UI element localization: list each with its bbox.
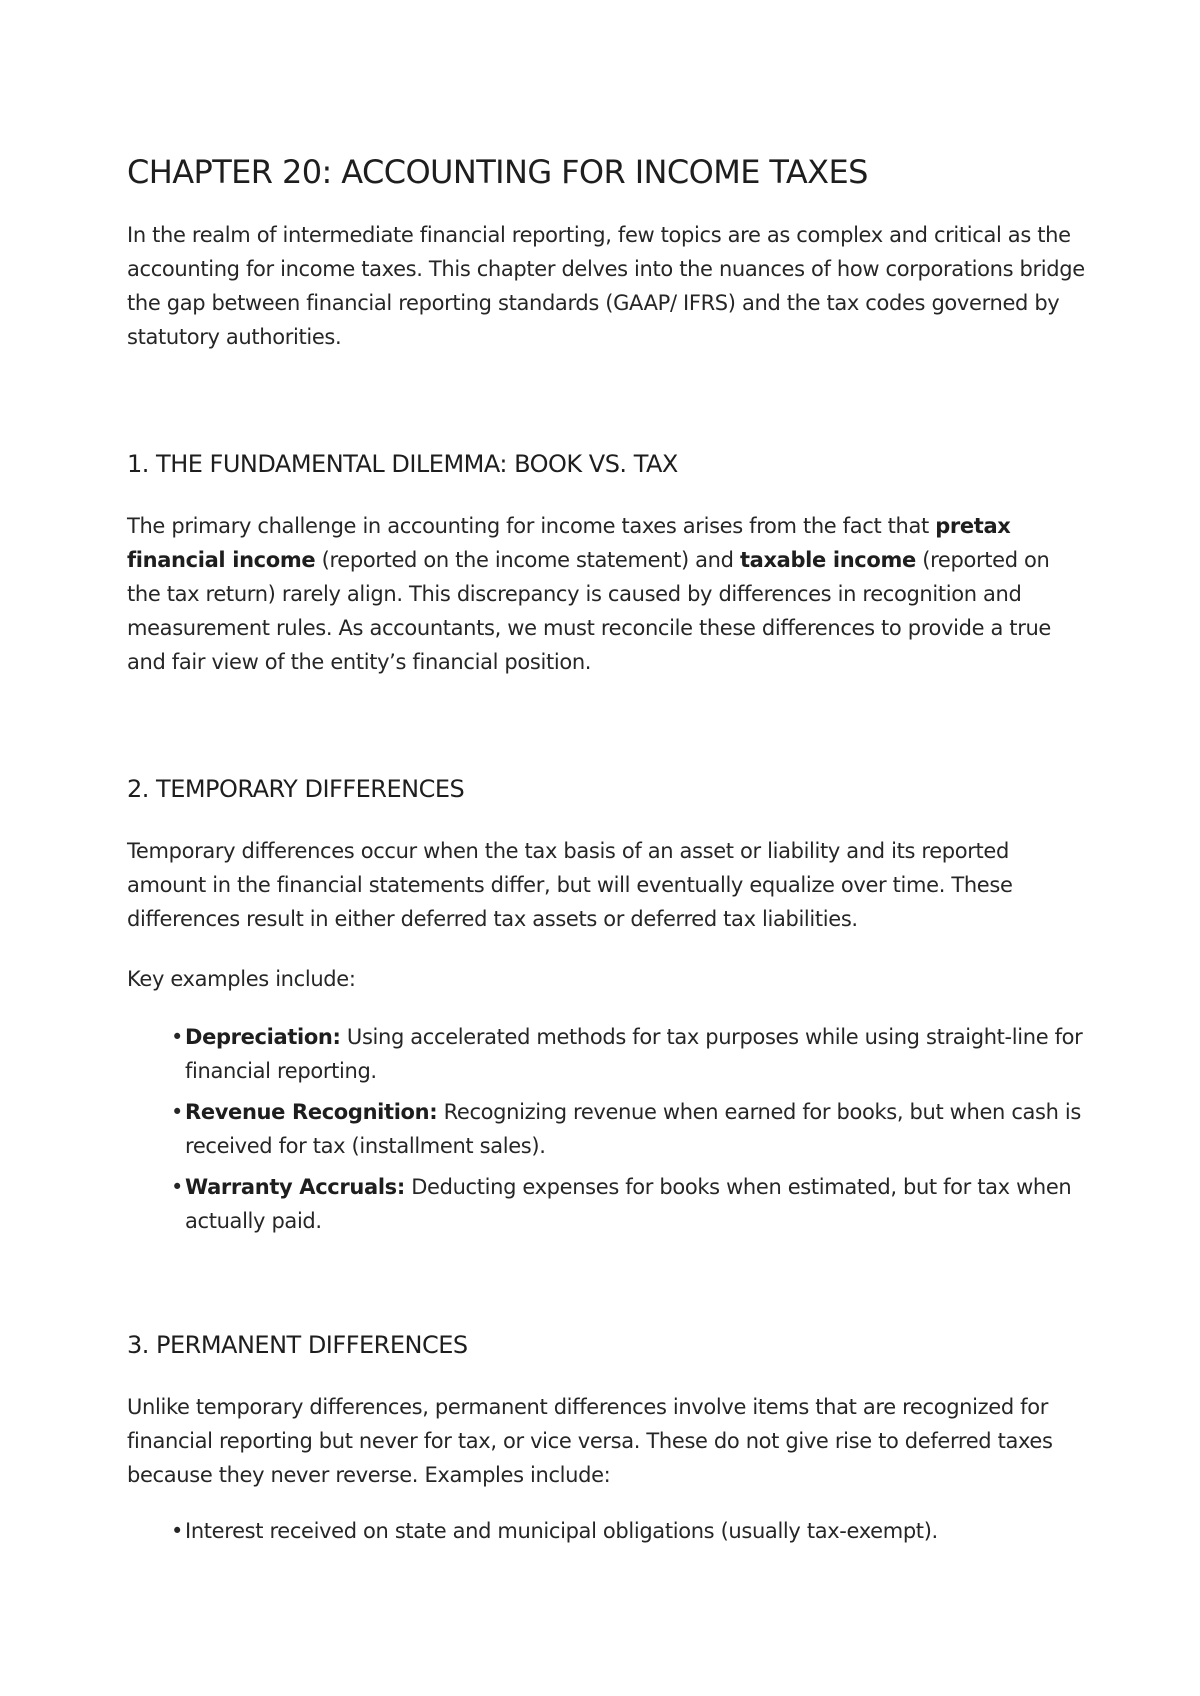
- list-item-text: Recognizing revenue when earned for books, but when cash is received for tax (installment sales).: [185, 1100, 1081, 1158]
- temporary-differences-list: [127, 1020, 1087, 1238]
- bullet-icon: •: [171, 1025, 184, 1049]
- section-heading-3: 3. PERMANENT DIFFERENCES: [127, 1331, 468, 1359]
- permanent-differences-list: [127, 1514, 1087, 1548]
- list-item: [171, 1170, 1087, 1238]
- list-item: [171, 1020, 1087, 1088]
- bullet-icon: •: [171, 1175, 184, 1199]
- list-item: [171, 1514, 1087, 1548]
- section-1-paragraph: [127, 509, 1087, 679]
- list-item-term: Warranty Accruals:: [185, 1175, 405, 1199]
- section-1-bold-taxable: taxable income: [739, 548, 916, 572]
- bullet-icon: •: [171, 1519, 184, 1543]
- section-heading-2: 2. TEMPORARY DIFFERENCES: [127, 775, 465, 803]
- section-1-text-a: The primary challenge in accounting for income taxes arises from the fact that: [127, 514, 936, 538]
- section-heading-1: 1. THE FUNDAMENTAL DILEMMA: BOOK VS. TAX: [127, 450, 678, 478]
- bullet-icon: •: [171, 1100, 184, 1124]
- list-item-term: Depreciation:: [185, 1025, 341, 1049]
- intro-paragraph: In the realm of intermediate financial reporting, few topics are as complex and critical as the accounting for income taxes. This chapter delves into the nuances of how corporations bridge the gap between financial reporting standards (GAAP/ IFRS) and the tax codes governed by statutory authorities.: [127, 223, 1085, 349]
- section-1-text-c: (reported on the tax return) rarely align. This discrepancy is caused by differences in recognition and measurement rules. As accountants, we must reconcile these differences to provide a true and fair view of the entity’s financial position.: [127, 548, 1052, 674]
- list-item-term: Revenue Recognition:: [185, 1100, 438, 1124]
- section-1-bold-pretax: pretax financial income: [127, 514, 1011, 572]
- list-item-text: Deducting expenses for books when estimated, but for tax when actually paid.: [185, 1175, 1072, 1233]
- document-page: [127, 150, 1087, 1548]
- section-2-list-intro: Key examples include:: [127, 967, 356, 991]
- chapter-title: CHAPTER 20: ACCOUNTING FOR INCOME TAXES: [127, 153, 868, 191]
- list-item-text: Using accelerated methods for tax purposes while using straight-line for financial reporting.: [185, 1025, 1083, 1083]
- section-1-text-b: (reported on the income statement) and: [315, 548, 740, 572]
- list-item-text: Interest received on state and municipal obligations (usually tax-exempt).: [185, 1519, 938, 1543]
- section-2-paragraph: Temporary differences occur when the tax basis of an asset or liability and its reported amount in the financial statements differ, but will eventually equalize over time. These differences result in either deferred tax assets or deferred tax liabilities.: [127, 839, 1013, 931]
- section-3-paragraph: Unlike temporary differences, permanent differences involve items that are recognized for financial reporting but never for tax, or vice versa. These do not give rise to deferred taxes because they never reverse. Examples include:: [127, 1395, 1053, 1487]
- list-item: [171, 1095, 1087, 1163]
